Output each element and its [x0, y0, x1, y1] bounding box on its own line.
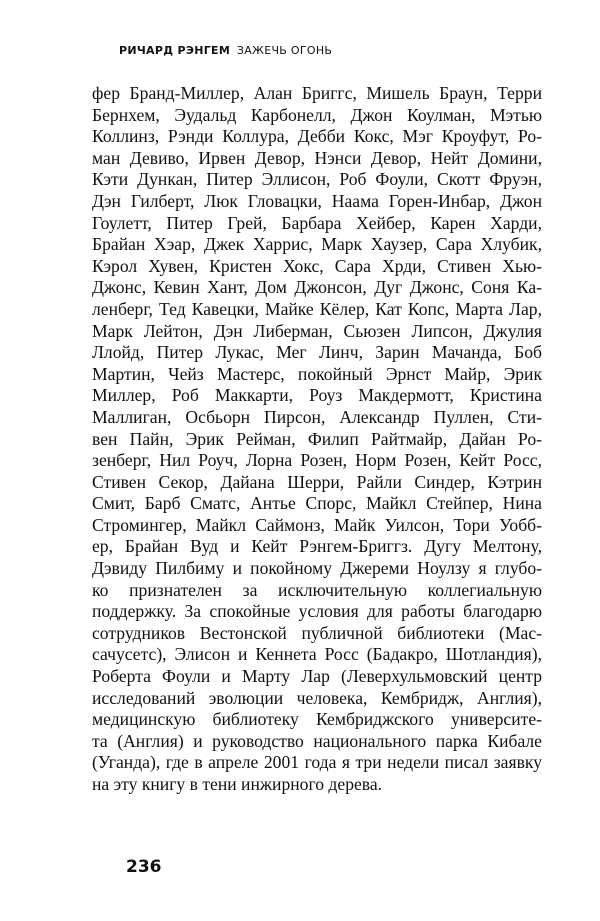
text-line: фер Бранд-Миллер, Алан Бриггс, Мишель Браун, Терри	[92, 83, 542, 103]
text-line: Стромингер, Майкл Саймонз, Майк Уилсон, Тори Уобб-	[92, 514, 542, 535]
text-line: сотрудников Вестонской публичной библиотеки (Мас-	[92, 622, 542, 643]
text-line: ленберг, Тед Кавецки, Майке Кёлер, Кат Копс, Марта Лар,	[92, 298, 542, 319]
text-line: Джонс, Кевин Хант, Дом Джонсон, Дуг Джонс, Соня Ка-	[92, 277, 542, 298]
running-head	[119, 44, 332, 57]
running-head-book-title: ЗАЖЕЧЬ ОГОНЬ	[236, 44, 333, 57]
text-line: исследований эволюции человека, Кембридж, Англия),	[92, 687, 542, 708]
text-line: Маллиган, Осбьорн Пирсон, Александр Пуллен, Сти-	[92, 406, 542, 427]
running-head-author: РИЧАРД РЭНГЕМ	[119, 44, 231, 57]
text-line: Ллойд, Питер Лукас, Мег Линч, Зарин Мачанда, Боб	[92, 342, 542, 363]
text-line: Марк Лейтон, Дэн Либерман, Сьюзен Липсон, Джулия	[92, 320, 542, 341]
page-number: 236	[126, 857, 162, 877]
text-line: ер, Брайан Вуд и Кейт Рэнгем-Бриггз. Дугу Мелтону,	[92, 536, 542, 557]
text-line: Брайан Хэар, Джек Харрис, Марк Хаузер, Сара Хлубик,	[92, 234, 542, 255]
text-line: ко признателен за исключительную коллегиальную	[92, 579, 542, 600]
text-line: (Уганда), где в апреле 2001 года я три недели писал заявку	[92, 752, 542, 773]
text-line: Кэрол Хувен, Кристен Хокс, Сара Хрди, Стивен Хью-	[92, 255, 542, 276]
text-line: та (Англия) и руководство национального парка Кибале	[92, 730, 542, 751]
body-text	[92, 83, 542, 796]
text-line: Миллер, Роб Маккарти, Роуз Макдермотт, Кристина	[92, 385, 542, 406]
text-line: Гоулетт, Питер Грей, Барбара Хейбер, Карен Харди,	[92, 212, 542, 233]
text-line: ман Девиво, Ирвен Девор, Нэнси Девор, Нейт Домини,	[92, 147, 542, 168]
text-line: Дэн Гилберт, Люк Гловацки, Наама Горен-Инбар, Джон	[92, 190, 542, 211]
text-line: Роберта Фоули и Марту Лар (Леверхульмовский центр	[92, 666, 542, 687]
text-line-last: на эту книгу в тени инжирного дерева.	[92, 774, 383, 794]
text-line: Коллинз, Рэнди Коллура, Дебби Кокс, Мэг Кроуфут, Ро-	[92, 126, 542, 147]
text-line: Дэвиду Пилбиму и покойному Джереми Ноулзу я глубо-	[92, 558, 542, 579]
text-line: Бернхем, Эудальд Карбонелл, Джон Коулман, Мэтью	[92, 104, 542, 125]
text-line: медицинскую библиотеку Кембриджского университе-	[92, 709, 542, 730]
text-line: Смит, Барб Сматс, Антье Спорс, Майкл Стейпер, Нина	[92, 493, 542, 514]
text-line: поддержку. За спокойные условия для работы благодарю	[92, 601, 542, 622]
text-line: Мартин, Чейз Мастерс, покойный Эрнст Майр, Эрик	[92, 363, 542, 384]
text-line: сачусетс), Элисон и Кеннета Росс (Бадакро, Шотландия),	[92, 644, 542, 665]
text-line: Стивен Секор, Дайана Шерри, Райли Синдер, Кэтрин	[92, 471, 542, 492]
text-line: вен Пайн, Эрик Рейман, Филип Райтмайр, Дайан Ро-	[92, 428, 542, 449]
text-line: Кэти Дункан, Питер Эллисон, Роб Фоули, Скотт Фруэн,	[92, 169, 542, 190]
text-line: зенберг, Нил Роуч, Лорна Розен, Норм Розен, Кейт Росс,	[92, 450, 542, 471]
